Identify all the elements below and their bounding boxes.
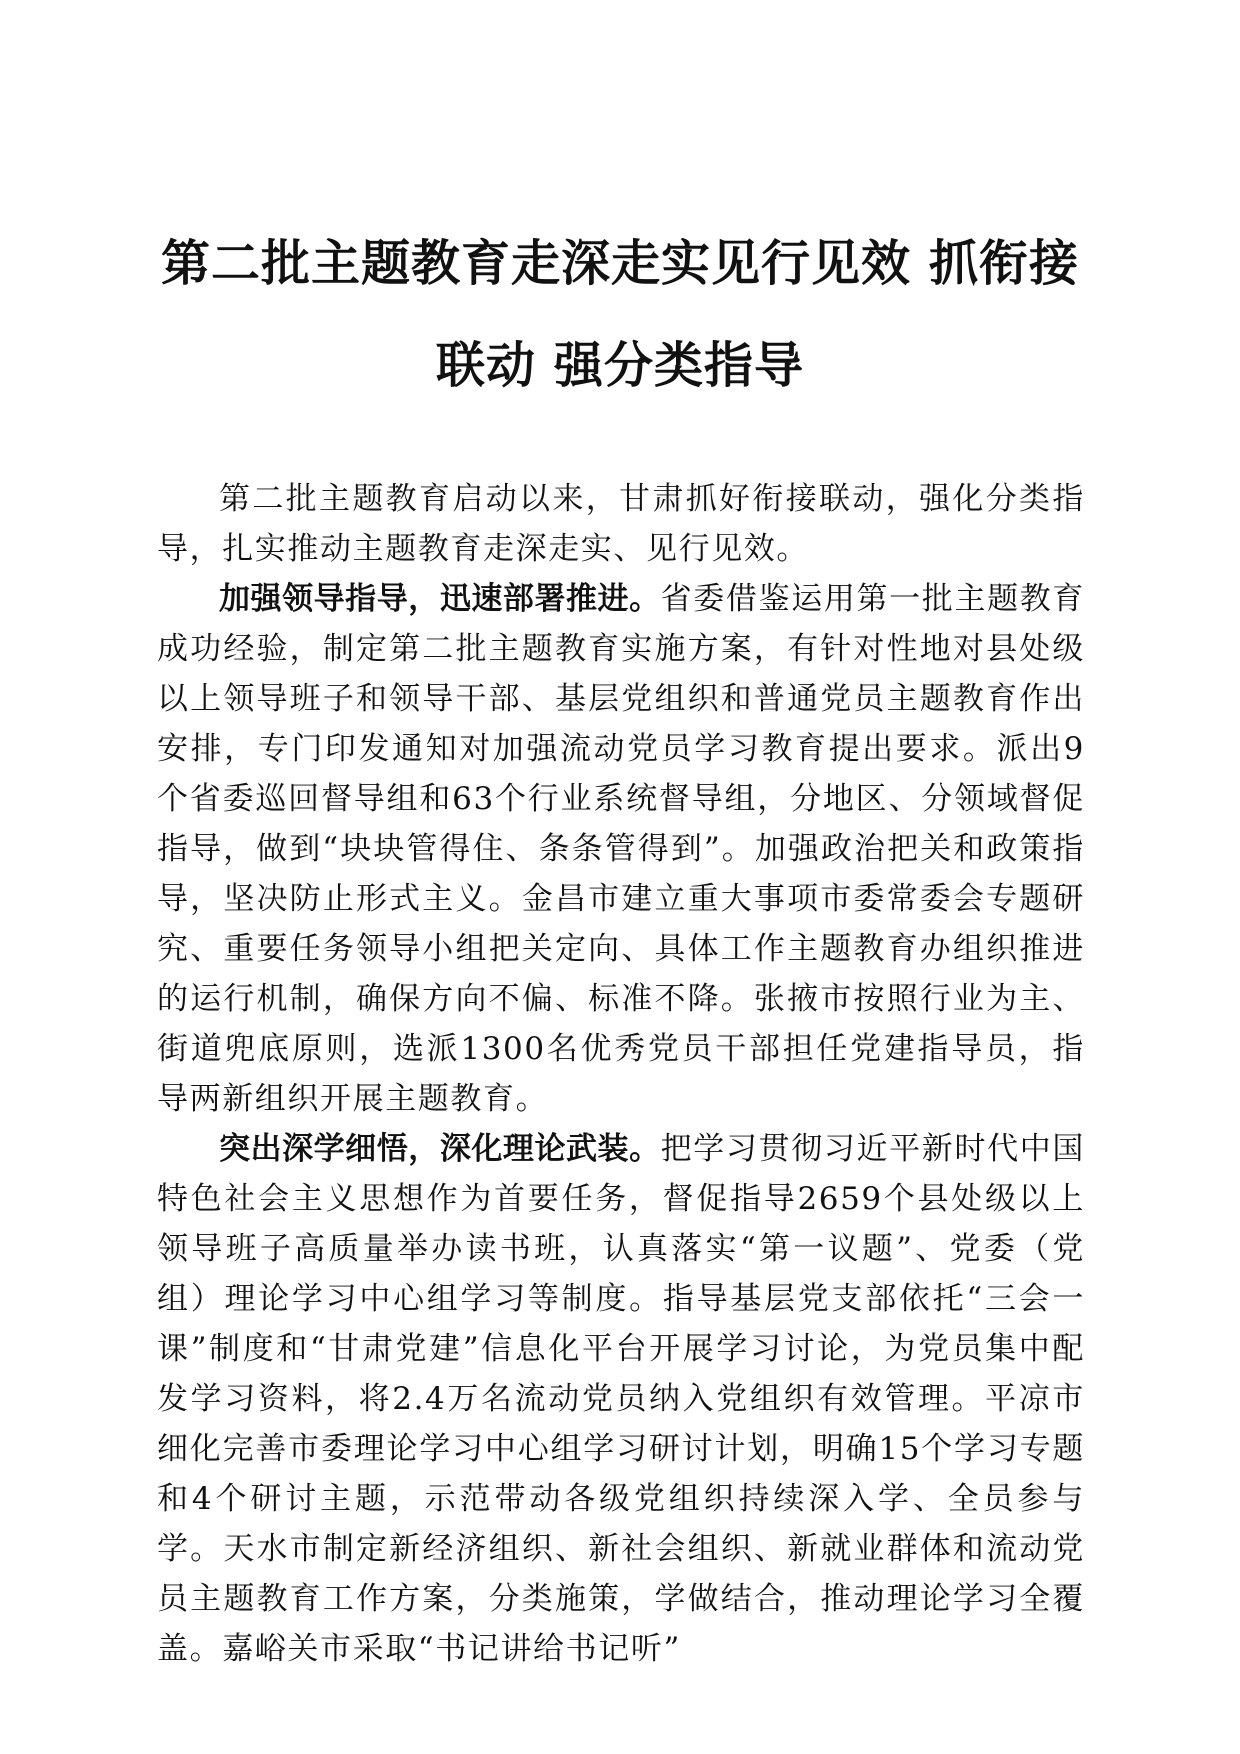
- paragraph-text: 省委借鉴运用第一批主题教育成功经验，制定第二批主题教育实施方案，有针对性地对县处级以上领导班子和领导干部、基层党组织和普通党员主题教育作出安排，专门印发通知对加强流动党员学习教育提出要求。派出9个省委巡回督导组和63个行业系统督导组，分地区、分领域督促指导，做到“块块管得住、条条管得到”。加强政治把关和政策指导，坚决防止形式主义。金昌市建立重大事项市委常委会专题研究、重要任务领导小组把关定向、具体工作主题教育办组织推进的运行机制，确保方向不偏、标准不降。张掖市按照行业为主、街道兜底原则，选派1300名优秀党员干部担任党建指导员，指导两新组织开展主题教育。: [157, 581, 1085, 1117]
- paragraph-text: 把学习贯彻习近平新时代中国特色社会主义思想作为首要任务，督促指导2659个县处级以上领导班子高质量举办读书班，认真落实“第一议题”、党委（党组）理论学习中心组学习等制度。指导基层党支部依托“三会一课”制度和“甘肃党建”信息化平台开展学习讨论，为党员集中配发学习资料，将2.4万名流动党员纳入党组织有效管理。平凉市细化完善市委理论学习中心组学习研讨计划，明确15个学习专题和4个研讨主题，示范带动各级党组织持续深入学、全员参与学。天水市制定新经济组织、新社会组织、新就业群体和流动党员主题教育工作方案，分类施策，学做结合，推动理论学习全覆盖。嘉峪关市采取“书记讲给书记听”: [157, 1131, 1085, 1667]
- paragraph-lead-heading: 突出深学细悟，深化理论武装。: [219, 1131, 661, 1167]
- paragraph-intro: [157, 474, 1085, 574]
- document-body: [157, 474, 1085, 1674]
- paragraph-text: 第二批主题教育启动以来，甘肃抓好衔接联动，强化分类指导，扎实推动主题教育走深走实、见行见效。: [157, 481, 1085, 567]
- paragraph-leadership: [157, 574, 1085, 1124]
- document-title: 第二批主题教育走深走实见行见效 抓衔接联动 强分类指导: [160, 235, 1080, 394]
- paragraph-theory-study: [157, 1124, 1085, 1674]
- paragraph-lead-heading: 加强领导指导，迅速部署推进。: [219, 581, 661, 617]
